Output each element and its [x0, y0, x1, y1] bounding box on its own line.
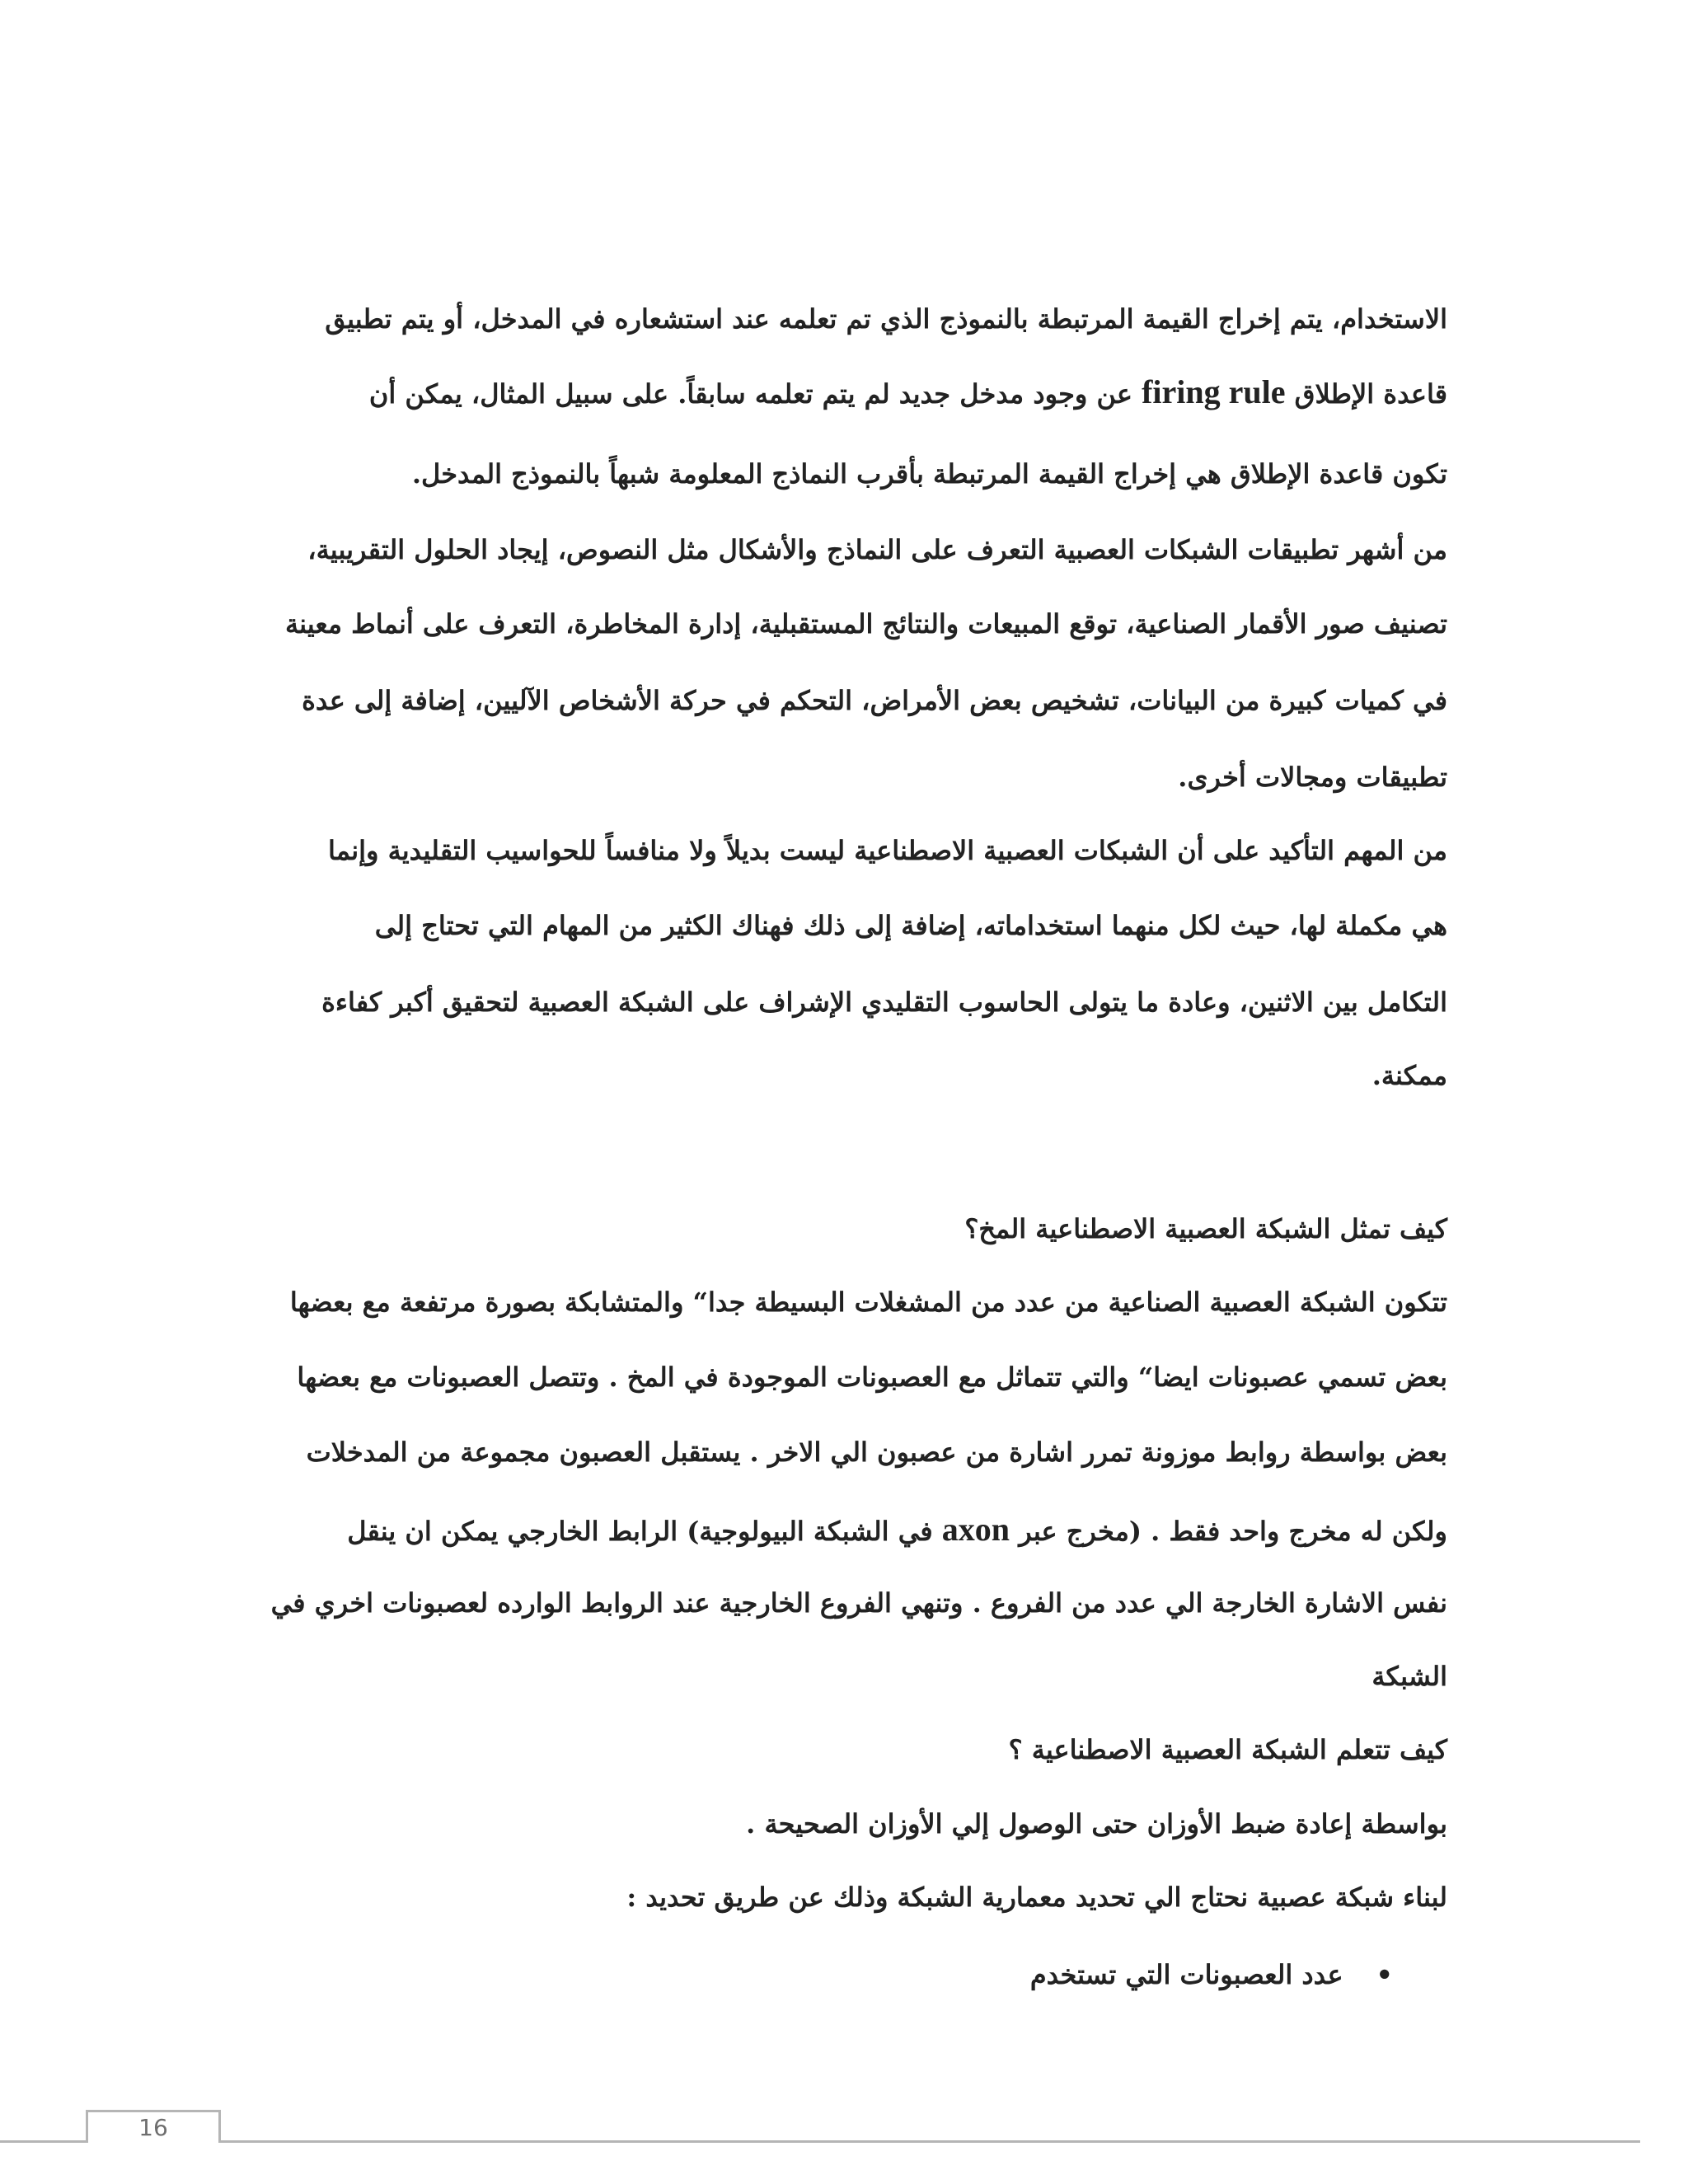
paragraph-4-line-2: بعض تسمي عصبونات ايضا“ والتي تتماثل مع العصبونات الموجودة في المخ . وتتصل العصبونات مع بعضها [297, 1361, 1447, 1393]
list-item-text: عدد العصبونات التي تستخدم [1029, 1959, 1343, 1990]
paragraph-2-line-2: تصنيف صور الأقمار الصناعية، توقع المبيعات والنتائج المستقبلية، إدارة المخاطرة، التعرف على أنماط معينة [284, 608, 1447, 640]
paragraph-4-line-1: تتكون الشبكة العصبية الصناعية من عدد من المشغلات البسيطة جدا“ والمتشابكة بصورة مرتفعة مع بعضها [289, 1286, 1447, 1318]
paragraph-4-line-4 [347, 1505, 1447, 1554]
paragraph-2-line-4: تطبيقات ومجالات أخرى. [1178, 762, 1447, 793]
heading-how-ann-represents-brain: كيف تمثل الشبكة العصبية الاصطناعية المخ؟ [964, 1213, 1447, 1244]
paragraph-3-line-2: هي مكملة لها، حيث لكل منهما استخداماته، إضافة إلى ذلك فهناك الكثير من المهام التي تحتاج إلى [374, 910, 1447, 941]
list-item [1030, 1950, 1393, 1999]
paragraph-1-line-3: تكون قاعدة الإطلاق هي إخراج القيمة المرتبطة بأقرب النماذج المعلومة شبهاً بالنموذج المدخل. [411, 458, 1447, 490]
paragraph-1-line-2-before: قاعدة الإطلاق [1294, 378, 1447, 410]
heading-how-ann-learns: كيف تتعلم الشبكة العصبية الاصطناعية ؟ [1008, 1734, 1447, 1765]
page-number: 16 [86, 2110, 221, 2143]
paragraph-2-line-1: من أشهر تطبيقات الشبكات العصبية التعرف على النماذج والأشكال مثل النصوص، إيجاد الحلول التقريبية، [307, 534, 1447, 565]
paragraph-4-line-5: نفس الاشارة الخارجة الي عدد من الفروع . وتنهي الفروع الخارجية عند الروابط الوارده لعصبونات اخري في [270, 1587, 1447, 1619]
footer-rule [0, 2140, 1640, 2143]
paragraph-1-line-2 [369, 368, 1447, 417]
paragraph-1-line-2-after: عن وجود مدخل جديد لم يتم تعلمه سابقاً. على سبيل المثال، يمكن أن [368, 378, 1132, 410]
paragraph-3-line-4: ممكنة. [1372, 1060, 1447, 1091]
axon-term: axon [941, 1511, 1010, 1548]
answer-weight-adjustment: بواسطة إعادة ضبط الأوزان حتى الوصول إلي الأوزان الصحيحة . [746, 1808, 1447, 1840]
build-network-intro: لبناء شبكة عصبية نحتاج الي تحديد معمارية الشبكة وذلك عن طريق تحديد : [626, 1882, 1447, 1913]
paragraph-1-line-1: الاستخدام، يتم إخراج القيمة المرتبطة بالنموذج الذي تم تعلمه عند استشعاره في المدخل، أو يتم تطبيق [325, 303, 1447, 335]
paragraph-4-line-3: بعض بواسطة روابط موزونة تمرر اشارة من عصبون الي الاخر . يستقبل العصبون مجموعة من المدخلات [306, 1436, 1447, 1468]
paragraph-4-line-6: الشبكة [1372, 1661, 1447, 1692]
paragraph-2-line-3: في كميات كبيرة من البيانات، تشخيص بعض الأمراض، التحكم في حركة الأشخاص الآليين، إضافة إلى عدة [302, 685, 1447, 716]
paragraph-4-line-4-before: ولكن له مخرج واحد فقط . (مخرج عبر [1019, 1516, 1447, 1547]
firing-rule-term: firing rule [1142, 373, 1286, 410]
paragraph-3-line-1: من المهم التأكيد على أن الشبكات العصبية الاصطناعية ليست بديلاً ولا منافساً للحواسيب التقليدية وإنما [327, 835, 1447, 866]
bullet-icon: • [1376, 1959, 1393, 1990]
paragraph-4-line-4-after: في الشبكة البيولوجية) الرابط الخارجي يمكن ان ينقل [347, 1516, 933, 1547]
paragraph-3-line-3: التكامل بين الاثنين، وعادة ما يتولى الحاسوب التقليدي الإشراف على الشبكة العصبية لتحقيق أكبر كفاءة [321, 987, 1447, 1018]
